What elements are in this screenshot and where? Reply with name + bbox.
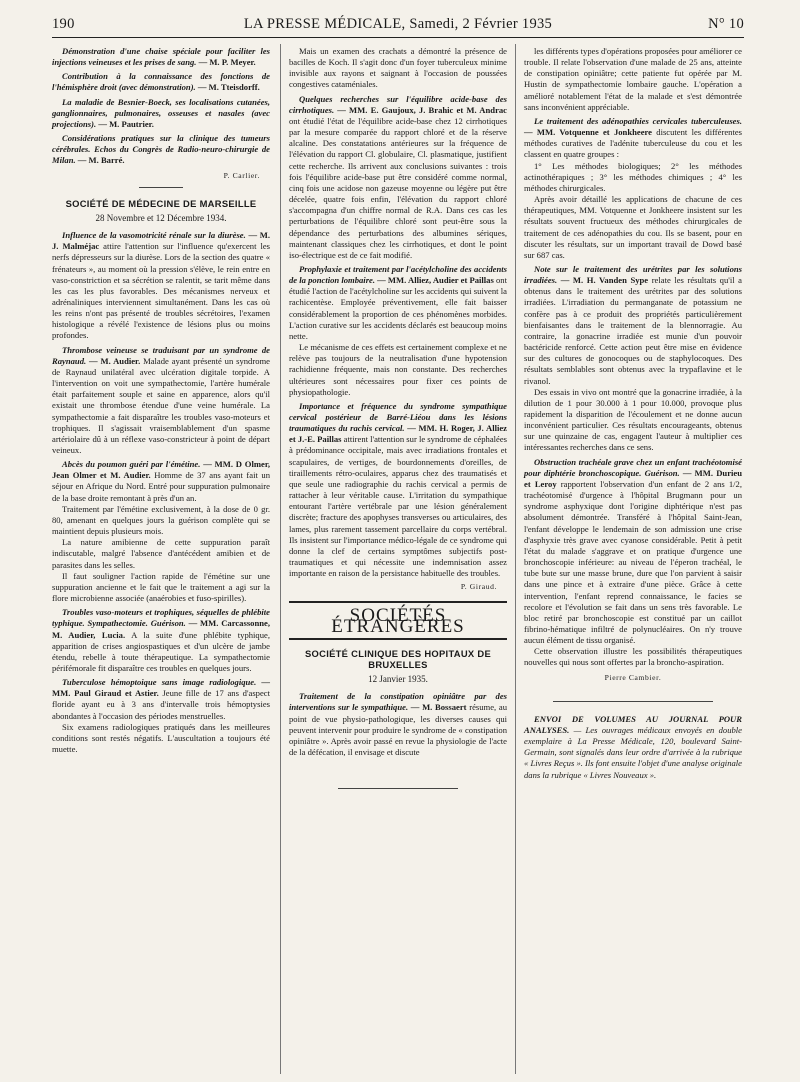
entry-author: — MM. Paul Giraud et Astier. [52, 677, 270, 699]
article-entry [289, 94, 507, 261]
entry-text: résume, au point de vue physio-pathologique, les diverses causes qui peuvent intervenir pour produire le syndrome de « constipation opiniâtre ». Après avoir passé en revue la physiologie de l'acte de la défécation, il envisage et discute [289, 702, 507, 758]
paragraph: Six examens radiologiques pratiqués dans les meilleures conditions sont restés négatifs. L'auscultation a toujours été muette. [52, 721, 270, 755]
article-entry [52, 133, 270, 166]
entry-title: Traitement de la constipation opiniâtre par des interventions sur le sympathique. [289, 691, 507, 713]
entry-text: attirent l'attention sur le syndrome de céphalées à prédominance occipitale, mais avec irradiations frontales et scapulaires, de vertiges, de bourdonnements d'oreilles, de tiraillements rétro-oculaires, apparus chez des traumatisés et que seule une radiographie du rachis cervical a permis de rattacher à leur véritable cause. L'irritation du sympathique entourant l'artère vertébrale par une lésion généralement discrète; fracture des apophyses transverses ou articulaires, des lames, plus rarement tassement parcellaire du corps vertébral. Ils insistent sur l'importance médico-légale de ce syndrome qui donne la clef de certains symptômes subjectifs post-traumatiques et qui nécessite une indemnisation assez importante en raison de la persistance habituelle des troubles. [289, 434, 508, 579]
article-entry [524, 264, 742, 387]
notice-title: ENVOI DE VOLUMES AU JOURNAL POUR ANALYSES. [524, 713, 742, 735]
entry-title: Considérations pratiques sur la clinique des tumeurs cérébrales. Echos du Congrès de Radio-neuro-chirurgie de Milan. [52, 133, 270, 166]
article-entry [52, 607, 270, 674]
entry-author: — MM. Carcassonne, M. Audier, Lucia. [52, 618, 270, 640]
society-heading: SOCIÉTÉ DE MÉDECINE DE MARSEILLE [65, 197, 257, 209]
entry-author: — M. Tteisdorff. [195, 82, 260, 93]
entry-title: Troubles vaso-moteurs et trophiques, séquelles de phlébite typhique. Sympathectomie. Guérison. [52, 607, 270, 629]
article-entry [524, 116, 742, 161]
entry-text: discutent les différentes méthodes curatives de l'adénite tuberculeuse du cou et les classent en quatre groupes : [524, 127, 742, 160]
paragraph: Traitement par l'émétine exclusivement, à la dose de 0 gr. 80, amenant en quelques jours la guérison complète qui se maintient depuis plusieurs mois. [52, 503, 270, 537]
entry-author: — M. P. Meyer. [196, 57, 256, 68]
column-divider [280, 44, 281, 1074]
entry-text: Jeune fille de 17 ans d'aspect floride ayant eu à 3 ans d'intervalle trois hémoptysies abondantes à l'occasion des périodes menstruelles. [52, 688, 270, 721]
notice-text: — Les ouvrages médicaux envoyés en double exemplaire à La Presse Médicale, 120, boulevard Saint-Germain, sont signalés dans leur ordre d'arrivée à la rubrique « Livres Reçus ». Ils font ensuite l'objet d'une analyse originale dans la rubrique « Livres Nouveaux ». [524, 724, 742, 780]
page-number: 190 [52, 16, 75, 32]
entry-title: Influence de la vasomotricité rénale sur la diurèse. [62, 230, 246, 241]
article-entry [52, 459, 270, 504]
entry-author: — MM. E. Gaujoux, J. Brahic et M. Andrac [334, 104, 507, 115]
entry-author: — M. Pautrier. [96, 118, 154, 129]
entry-title: Note sur le traitement des urétrites par les solutions irradiées. [524, 263, 742, 286]
signature: Pierre Cambier. [604, 672, 662, 682]
society-heading: SOCIÉTÉ CLINIQUE DES HOPITAUX DE BRUXELLES [304, 647, 491, 670]
paragraph: Le mécanisme de ces effets est certainement complexe et ne relève pas toujours de la neutralisation d'une hypotension rachidienne fréquente, mais non constante. Des recherches ultérieures sont nécessaires pour fixer ces points de physiopathologie. [289, 342, 507, 397]
column-1 [52, 46, 270, 755]
column-divider [515, 44, 516, 1074]
article-entry [52, 71, 270, 93]
notice-box [524, 701, 742, 781]
article-entry [524, 457, 742, 647]
entry-author: — MM. Durieu et Leroy [524, 467, 742, 489]
entry-title: Contribution à la connaissance des fonctions de l'hémisphère droit (avec démonstration). [52, 71, 270, 93]
entry-author: — MM. Votquenne et Jonkheere [524, 127, 652, 138]
column-2 [289, 46, 507, 789]
header-rule [52, 37, 744, 38]
section-rule [139, 187, 183, 188]
page-header [52, 14, 744, 36]
section-title-box: SOCIÉTÉS ÉTRANGÈRES [289, 601, 507, 640]
issue-number: N° 10 [708, 16, 744, 32]
article-entry [289, 401, 507, 580]
column-end-rule [338, 788, 458, 789]
entry-author: — M. J. Malméjac [52, 230, 270, 252]
article-entry [52, 230, 270, 342]
entry-title: Quelques recherches sur l'équilibre acide-base des cirrhotiques. [289, 93, 507, 115]
entry-title: Abcès du poumon guéri par l'émétine. [62, 459, 201, 470]
entry-title: Importance et fréquence du syndrome sympathique cervical postérieur de Barré-Liéou dans les lésions traumatiques du rachis cervical. [289, 400, 507, 434]
entry-author: — M. Audier. [86, 355, 141, 366]
entry-title: La maladie de Besnier-Boeck, ses localisations cutanées, ganglionnaires, pulmonaires, osseuses et nasales (avec projections). [52, 96, 270, 129]
entry-title: Démonstration d'une chaise spéciale pour faciliter les injections veineuses et les prises de sang. [52, 46, 270, 68]
entry-title: Le traitement des adénopathies cervicales tuberculeuses. [534, 115, 742, 126]
entry-author: — MM. Alliez, Audier et Paillas [375, 275, 494, 286]
entry-author: — MM. D Olmer, Jean Olmer et M. Audier. [52, 459, 271, 481]
paragraph: Des essais in vivo ont montré que la gonacrine irradiée, à la dilution de 1 pour 30.000 à 1 pour 10.000, provoque plus rapidement la disparition de l'écoulement et ne donne aucun inconvénient particulier. Ces résultats encourageants, obtenus sur une quinzaine de cas, engagent l'auteur à multiplier ces intéressantes recherches dans ce sens. [524, 386, 742, 453]
entry-author: — M. H. Vanden Sype [557, 275, 649, 286]
paragraph: La nature amibienne de cette suppuration paraît indiscutable, malgré l'absence d'antécédent amibien et de parasites dans les selles. [52, 537, 270, 570]
entry-title: Thrombose veineuse se traduisant par un syndrome de Raynaud. [52, 344, 270, 366]
paragraph: Mais un examen des crachats a démontré la présence de bacilles de Koch. Il s'agit donc d'un foyer tuberculeux minime invisible aux rayons et saignant à l'occasion de poussées congestives cataméniales. [289, 46, 507, 90]
entry-text: ont étudié l'état de l'équilibre acide-base chez 12 cirrhotiques par la mesure comparée du rapport chloré et de la réserve alcaline. Des constatations antérieures sur la fréquence de l'élévation du rapport Cl. globulaire, Cl. plasmatique, justifient cette recherche. Ils arrivent aux conclusions suivantes : trois fois l'équilibre acide-base put être considéré comme normal, cinq fois une acidose non gazeuse moyenne ou légère put être décelée, quatre fois enfin, l'élévation du rapport chloré s'accompagna d'un chiffre normal de R.A. Dans ces cas les perturbations de l'équilibre chloré sont peut-être sous la dépendance des perturbations des albumines sériques, maintenant classiques chez les cirrhotiques, et dont le point iso-électrique est de ce fait modifié. [289, 115, 507, 260]
column-3 [524, 46, 742, 781]
journal-title: LA PRESSE MÉDICALE, Samedi, 2 Février 1935 [243, 16, 553, 32]
notice-rule [553, 701, 713, 702]
signature: P. Carlier. [223, 170, 260, 180]
entry-title: Obstruction trachéale grave chez un enfant trachéotomisé pour diphtérie bronchoscopique. Guérison. [524, 456, 742, 478]
article-entry [52, 46, 270, 68]
paragraph: Cette observation illustre les possibilités thérapeutiques nouvelles qui nous sont offertes par la broncho-aspiration. [524, 646, 742, 668]
article-entry [52, 345, 270, 457]
article-entry [52, 97, 270, 130]
session-date: 12 Janvier 1935. [368, 674, 428, 685]
paragraph: Il faut souligner l'action rapide de l'émétine sur une suppuration ancienne et le fait que le traitement a agi sur la flore microbienne associée (anaérobies et fuso-spirilles). [52, 570, 270, 604]
article-entry [289, 264, 507, 342]
entry-author: — MM. H. Roger, J. Alliez et J.-E. Paillas [289, 423, 507, 445]
signature: P. Giraud. [460, 582, 497, 592]
entry-text: rapportent l'observation d'un enfant de 2 ans 1/2, trachéotomisé d'urgence à l'hôpital Brugmann pour un syndrome asphyxique dont l'origine diphtérique n'est pas absolument démontrée. Transféré à l'hôpital Saint-Jean, l'enfant développe le lendemain de son admission une crise d'asphyxie très grave avec cyanose considérable. Petit à petit l'état du malade s'aggrave et on pratique d'urgence une bronchoscopie inférieure: au niveau de l'éperon trachéal, le tube bute sur une masse brune, dure que l'on parvient à saisir dans une pince et à extraire d'une pièce. Grâce à cette intervention, l'enfant reprend connaissance, le facies se recolore et l'évolution se fait dans un sens très favorable. Le bloc retiré par bronchoscopie est constitué par un caillot fibrino-hématique infiltré de polynucléaires. On n'y trouve aucun élément de tissu organisé. [524, 478, 743, 646]
entry-title: Prophylaxie et traitement par l'acétylcholine des accidents de la ponction lombaire. [289, 263, 507, 286]
entry-text: Homme de 37 ans ayant fait un séjour en Afrique du Nord. Entré pour suppuration pulmonaire de la base droite remontant à près d'un an. [52, 470, 271, 503]
notice-paragraph [524, 714, 742, 781]
entry-author: — M. Barré. [75, 155, 125, 166]
entry-text: ont étudié l'action de l'acétylcholine sur les accidents qui suivent la rachicentèse. Employée préventivement, elle fait baisser considérablement la proportion de ces phénomènes morbides. L'action curative sur les accidents déclarés est beaucoup moins nette. [289, 275, 507, 341]
article-entry [289, 691, 507, 758]
article-entry [52, 677, 270, 722]
session-date: 28 Novembre et 12 Décembre 1934. [95, 212, 227, 223]
entry-text: attire l'attention sur l'influence qu'exercent les nerfs dépresseurs sur la diurèse. Lors de la section des quatre « frénateurs », au moment où la pression s'élève, le rein entre en vaso-constriction et sa sécrétion se ralentit, se tarit même dans les cas les plus favorables. Des mécanismes nerveux et adrénaliniques interviennent simultanément. Dans les cas où les reins n'ont pas présenté de troubles sécrétoires, l'examen histologique a révélé l'existence de lésions plus ou moins profondes. [52, 241, 270, 341]
entry-text: Malade ayant présenté un syndrome de Raynaud unilatéral avec ulcération digitale torpide. A l'intervention on voit une sympathectomie, l'artère humérale était parfaitement souple et saine en apparence, alors qu'il existait une thrombose étendue d'une veine humérale. La sympathectomie a fait disparaître les troubles vaso-moteurs et trophiques. Il s'agissait vraisemblablement d'un spasme artériolaire dû à un réflexe vaso-constricteur à point de départ veineux. [52, 355, 270, 455]
entry-author: — M. Bossaert [408, 702, 467, 713]
entry-title: Tuberculose hémoptoique sans image radiologique. [62, 677, 257, 688]
paragraph: Après avoir détaillé les applications de chacune de ces thérapeutiques, MM. Votquenne et Jonkheere insistent sur les résultats souvent fructueux des méthodes chirurgicales de traitement de ces adénopathies du cou. Ils se basent, pour en discuter les résultats, sur un important travail de Dowd basé sur 687 cas. [524, 194, 742, 260]
entry-text: relate les résultats qu'il a obtenus dans le traitement des urétrites par des solutions irradiées. L'irradiation du permanganate de potassium ne confère pas à ce produit des propriétés particulièrement bienfaisantes dans le traitement de la blennorragie. Au contraire, la gonacrine irradiée est munie d'un pouvoir bactéricide renforcé. Cette action peut être mise en évidence sur des cultures de gonocoques ou de staphylocoques. Des résultats semblables sont obtenus avec la trypaflavine et le rivanol. [524, 275, 742, 386]
paragraph: 1° Les méthodes biologiques; 2° les méthodes actinothérapiques ; 3° les méthodes chimiques ; 4° les méthodes chirurgicales. [524, 160, 742, 193]
entry-text: A la suite d'une phlébite typhique, apparition de crises angiospastiques et d'un ulcère de jambe étendu, rebelle à toute thérapeutique. La sympathectomie périfémorale fit disparaître ces troubles en quelques jours. [52, 629, 270, 673]
paragraph: les différents types d'opérations proposées pour améliorer ce trouble. Il relate l'observation d'une malade de 25 ans, atteinte de constipation opiniâtre; cette patiente fut opérée par M. Hustin de sympathectomie lombaire gauche. L'opération a amélioré notablement l'état de la malade et s'est démontrée sans inconvénient appréciable. [524, 46, 742, 112]
